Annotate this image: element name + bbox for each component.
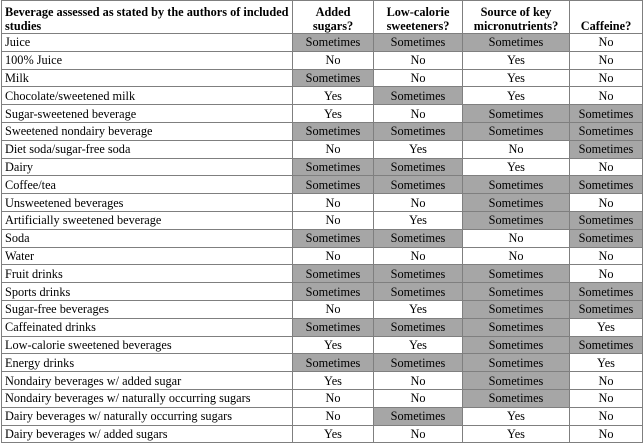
caffeine-cell: No xyxy=(570,158,643,176)
beverage-name-cell: Sugar-sweetened beverage xyxy=(2,105,293,123)
table-row xyxy=(2,122,643,140)
beverage-name-cell: Dairy beverages w/ added sugars xyxy=(2,425,293,443)
low-calorie-sweeteners-cell: Sometimes xyxy=(374,87,463,105)
caffeine-cell: Sometimes xyxy=(570,336,643,354)
beverage-name-cell: Nondairy beverages w/ naturally occurring sugars xyxy=(2,389,293,407)
caffeine-cell: No xyxy=(570,425,643,443)
low-calorie-sweeteners-cell: Yes xyxy=(374,300,463,318)
beverage-name-cell: Sports drinks xyxy=(2,283,293,301)
key-micronutrients-cell: Sometimes xyxy=(463,372,570,390)
added-sugars-cell: No xyxy=(293,389,374,407)
low-calorie-sweeteners-cell: Sometimes xyxy=(374,158,463,176)
header-beverage: Beverage assessed as stated by the authors of included studies xyxy=(2,1,293,34)
added-sugars-cell: Yes xyxy=(293,336,374,354)
key-micronutrients-cell: Sometimes xyxy=(463,283,570,301)
caffeine-cell: Sometimes xyxy=(570,140,643,158)
key-micronutrients-cell: Sometimes xyxy=(463,318,570,336)
caffeine-cell: No xyxy=(570,247,643,265)
beverage-name-cell: Fruit drinks xyxy=(2,265,293,283)
table-row xyxy=(2,158,643,176)
caffeine-cell: Sometimes xyxy=(570,229,643,247)
key-micronutrients-cell: Yes xyxy=(463,158,570,176)
table-row xyxy=(2,425,643,443)
low-calorie-sweeteners-cell: No xyxy=(374,105,463,123)
added-sugars-cell: No xyxy=(293,194,374,212)
table-row xyxy=(2,34,643,52)
key-micronutrients-cell: Sometimes xyxy=(463,34,570,52)
added-sugars-cell: Sometimes xyxy=(293,158,374,176)
caffeine-cell: Sometimes xyxy=(570,176,643,194)
key-micronutrients-cell: Sometimes xyxy=(463,389,570,407)
added-sugars-cell: Sometimes xyxy=(293,229,374,247)
beverage-name-cell: Sweetened nondairy beverage xyxy=(2,122,293,140)
low-calorie-sweeteners-cell: Sometimes xyxy=(374,407,463,425)
table-row xyxy=(2,265,643,283)
beverage-name-cell: Artificially sweetened beverage xyxy=(2,211,293,229)
header-low-calorie-sweeteners: Low-calorie sweeteners? xyxy=(374,1,463,34)
added-sugars-cell: Sometimes xyxy=(293,354,374,372)
beverage-table xyxy=(1,0,643,443)
beverage-name-cell: Unsweetened beverages xyxy=(2,194,293,212)
table-row xyxy=(2,194,643,212)
beverage-name-cell: Nondairy beverages w/ added sugar xyxy=(2,372,293,390)
added-sugars-cell: Sometimes xyxy=(293,176,374,194)
key-micronutrients-cell: Yes xyxy=(463,425,570,443)
caffeine-cell: No xyxy=(570,372,643,390)
caffeine-cell: No xyxy=(570,194,643,212)
added-sugars-cell: No xyxy=(293,211,374,229)
table-row xyxy=(2,336,643,354)
caffeine-cell: No xyxy=(570,389,643,407)
caffeine-cell: No xyxy=(570,87,643,105)
table-body xyxy=(2,34,643,443)
low-calorie-sweeteners-cell: Yes xyxy=(374,336,463,354)
header-key-micronutrients: Source of key micronutrients? xyxy=(463,1,570,34)
low-calorie-sweeteners-cell: No xyxy=(374,389,463,407)
added-sugars-cell: Sometimes xyxy=(293,34,374,52)
beverage-name-cell: Milk xyxy=(2,69,293,87)
caffeine-cell: Sometimes xyxy=(570,122,643,140)
beverage-name-cell: Caffeinated drinks xyxy=(2,318,293,336)
caffeine-cell: Sometimes xyxy=(570,105,643,123)
caffeine-cell: No xyxy=(570,51,643,69)
table-row xyxy=(2,354,643,372)
beverage-name-cell: Juice xyxy=(2,34,293,52)
table-row xyxy=(2,318,643,336)
low-calorie-sweeteners-cell: No xyxy=(374,51,463,69)
beverage-name-cell: Coffee/tea xyxy=(2,176,293,194)
low-calorie-sweeteners-cell: No xyxy=(374,69,463,87)
beverage-name-cell: 100% Juice xyxy=(2,51,293,69)
added-sugars-cell: Yes xyxy=(293,105,374,123)
caffeine-cell: Yes xyxy=(570,318,643,336)
key-micronutrients-cell: No xyxy=(463,140,570,158)
beverage-name-cell: Diet soda/sugar-free soda xyxy=(2,140,293,158)
added-sugars-cell: No xyxy=(293,300,374,318)
table-row xyxy=(2,389,643,407)
added-sugars-cell: Yes xyxy=(293,372,374,390)
table-row xyxy=(2,211,643,229)
added-sugars-cell: Sometimes xyxy=(293,265,374,283)
key-micronutrients-cell: No xyxy=(463,247,570,265)
header-caffeine: Caffeine? xyxy=(570,1,643,34)
caffeine-cell: No xyxy=(570,69,643,87)
low-calorie-sweeteners-cell: Sometimes xyxy=(374,122,463,140)
low-calorie-sweeteners-cell: Sometimes xyxy=(374,34,463,52)
table-row xyxy=(2,176,643,194)
low-calorie-sweeteners-cell: Sometimes xyxy=(374,176,463,194)
caffeine-cell: Sometimes xyxy=(570,283,643,301)
table-row xyxy=(2,300,643,318)
low-calorie-sweeteners-cell: No xyxy=(374,425,463,443)
caffeine-cell: Sometimes xyxy=(570,211,643,229)
key-micronutrients-cell: Sometimes xyxy=(463,122,570,140)
added-sugars-cell: No xyxy=(293,51,374,69)
table-row xyxy=(2,140,643,158)
low-calorie-sweeteners-cell: Sometimes xyxy=(374,283,463,301)
beverage-name-cell: Low-calorie sweetened beverages xyxy=(2,336,293,354)
added-sugars-cell: Sometimes xyxy=(293,318,374,336)
table-row xyxy=(2,372,643,390)
beverage-name-cell: Chocolate/sweetened milk xyxy=(2,87,293,105)
key-micronutrients-cell: Yes xyxy=(463,87,570,105)
added-sugars-cell: Sometimes xyxy=(293,69,374,87)
key-micronutrients-cell: Sometimes xyxy=(463,265,570,283)
header-row xyxy=(2,1,643,34)
key-micronutrients-cell: No xyxy=(463,229,570,247)
beverage-name-cell: Water xyxy=(2,247,293,265)
added-sugars-cell: Sometimes xyxy=(293,122,374,140)
beverage-name-cell: Soda xyxy=(2,229,293,247)
key-micronutrients-cell: Sometimes xyxy=(463,176,570,194)
table-row xyxy=(2,247,643,265)
key-micronutrients-cell: Sometimes xyxy=(463,300,570,318)
table-row xyxy=(2,229,643,247)
low-calorie-sweeteners-cell: No xyxy=(374,247,463,265)
low-calorie-sweeteners-cell: Yes xyxy=(374,140,463,158)
beverage-name-cell: Dairy xyxy=(2,158,293,176)
key-micronutrients-cell: Sometimes xyxy=(463,354,570,372)
table-row xyxy=(2,407,643,425)
key-micronutrients-cell: Sometimes xyxy=(463,105,570,123)
low-calorie-sweeteners-cell: Sometimes xyxy=(374,229,463,247)
caffeine-cell: Yes xyxy=(570,354,643,372)
key-micronutrients-cell: Sometimes xyxy=(463,194,570,212)
table-row xyxy=(2,69,643,87)
table-row xyxy=(2,51,643,69)
table-row xyxy=(2,105,643,123)
low-calorie-sweeteners-cell: No xyxy=(374,194,463,212)
key-micronutrients-cell: Sometimes xyxy=(463,336,570,354)
low-calorie-sweeteners-cell: Sometimes xyxy=(374,354,463,372)
low-calorie-sweeteners-cell: Yes xyxy=(374,211,463,229)
header-added-sugars: Added sugars? xyxy=(293,1,374,34)
caffeine-cell: Sometimes xyxy=(570,300,643,318)
key-micronutrients-cell: Yes xyxy=(463,69,570,87)
added-sugars-cell: Yes xyxy=(293,425,374,443)
table-row xyxy=(2,87,643,105)
added-sugars-cell: No xyxy=(293,247,374,265)
key-micronutrients-cell: Sometimes xyxy=(463,211,570,229)
caffeine-cell: No xyxy=(570,34,643,52)
added-sugars-cell: Sometimes xyxy=(293,283,374,301)
low-calorie-sweeteners-cell: No xyxy=(374,372,463,390)
caffeine-cell: No xyxy=(570,265,643,283)
key-micronutrients-cell: Yes xyxy=(463,407,570,425)
beverage-name-cell: Energy drinks xyxy=(2,354,293,372)
table-row xyxy=(2,283,643,301)
added-sugars-cell: Yes xyxy=(293,87,374,105)
beverage-name-cell: Dairy beverages w/ naturally occurring sugars xyxy=(2,407,293,425)
low-calorie-sweeteners-cell: Sometimes xyxy=(374,265,463,283)
low-calorie-sweeteners-cell: Sometimes xyxy=(374,318,463,336)
beverage-name-cell: Sugar-free beverages xyxy=(2,300,293,318)
key-micronutrients-cell: Yes xyxy=(463,51,570,69)
caffeine-cell: No xyxy=(570,407,643,425)
added-sugars-cell: No xyxy=(293,407,374,425)
added-sugars-cell: No xyxy=(293,140,374,158)
